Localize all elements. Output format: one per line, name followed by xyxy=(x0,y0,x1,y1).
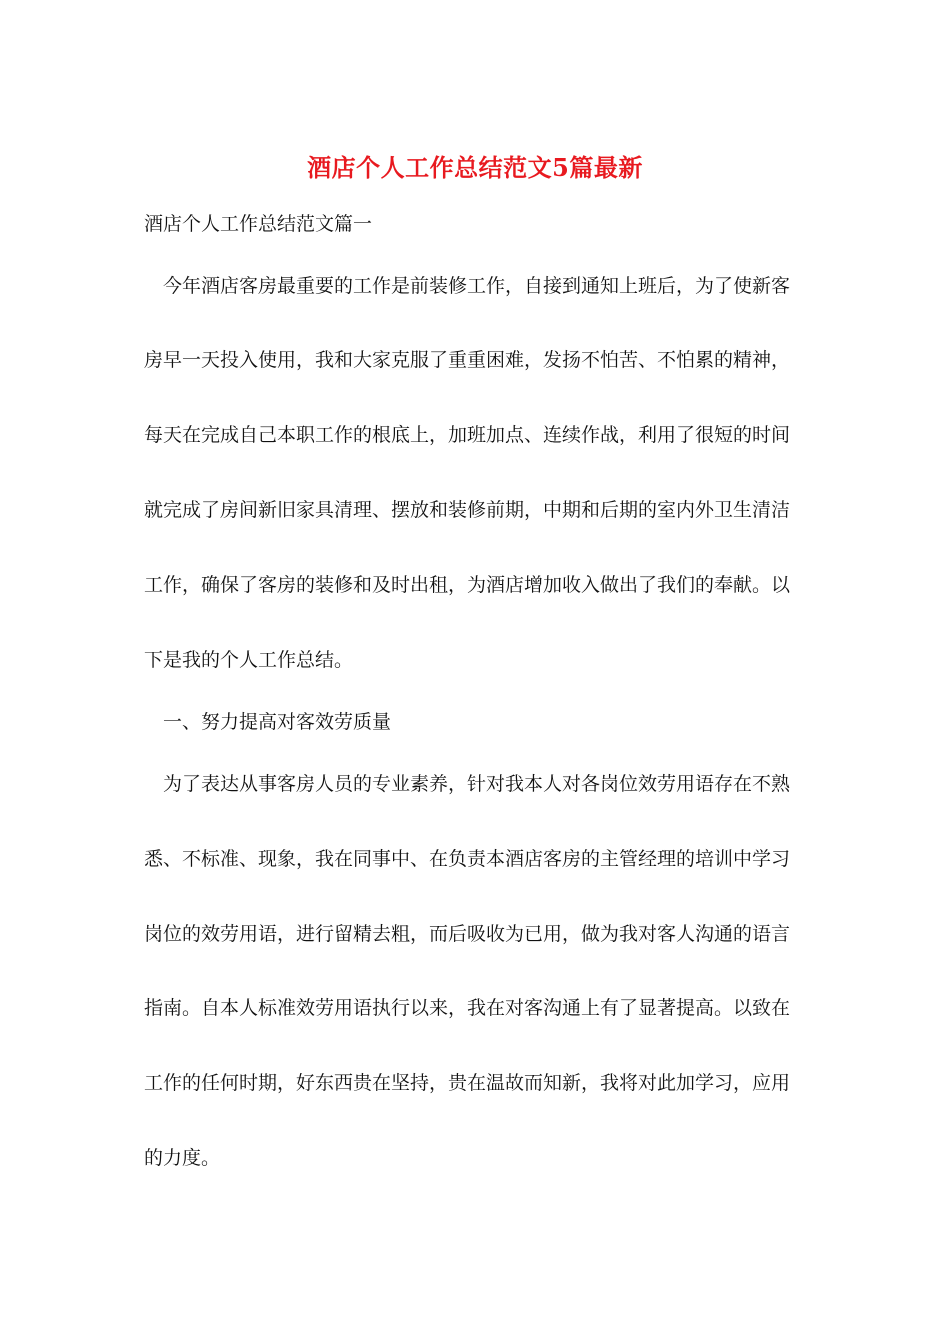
paragraph-line: 每天在完成自己本职工作的根底上，加班加点、连续作战，利用了很短的时间 xyxy=(144,424,791,446)
paragraph-line: 悉、不标准、现象，我在同事中、在负责本酒店客房的主管经理的培训中学习 xyxy=(144,848,791,870)
paragraph-line: 的力度。 xyxy=(144,1147,221,1169)
paragraph-line: 工作的任何时期，好东西贵在坚持，贵在温故而知新，我将对此加学习，应用 xyxy=(144,1072,791,1094)
paragraph-line: 就完成了房间新旧家具清理、摆放和装修前期，中期和后期的室内外卫生清洁 xyxy=(144,499,791,521)
paragraph-line: 房早一天投入使用，我和大家克服了重重困难，发扬不怕苦、不怕累的精神， xyxy=(144,349,791,371)
document-title: 酒店个人工作总结范文5篇最新 xyxy=(307,153,643,182)
paragraph-line: 工作，确保了客房的装修和及时出租，为酒店增加收入做出了我们的奉献。以 xyxy=(144,574,791,596)
paragraph-line: 指南。自本人标准效劳用语执行以来，我在对客沟通上有了显著提高。以致在 xyxy=(144,997,791,1019)
paragraph-line: 岗位的效劳用语，进行留精去粗，而后吸收为已用，做为我对客人沟通的语言 xyxy=(144,923,791,945)
paragraph-line: 下是我的个人工作总结。 xyxy=(144,649,354,671)
section-heading: 酒店个人工作总结范文篇一 xyxy=(144,213,373,235)
paragraph-line: 今年酒店客房最重要的工作是前装修工作，自接到通知上班后，为了使新客 xyxy=(163,275,791,297)
paragraph-line: 为了表达从事客房人员的专业素养，针对我本人对各岗位效劳用语存在不熟 xyxy=(163,773,791,795)
subsection-heading: 一、努力提高对客效劳质量 xyxy=(163,711,392,733)
